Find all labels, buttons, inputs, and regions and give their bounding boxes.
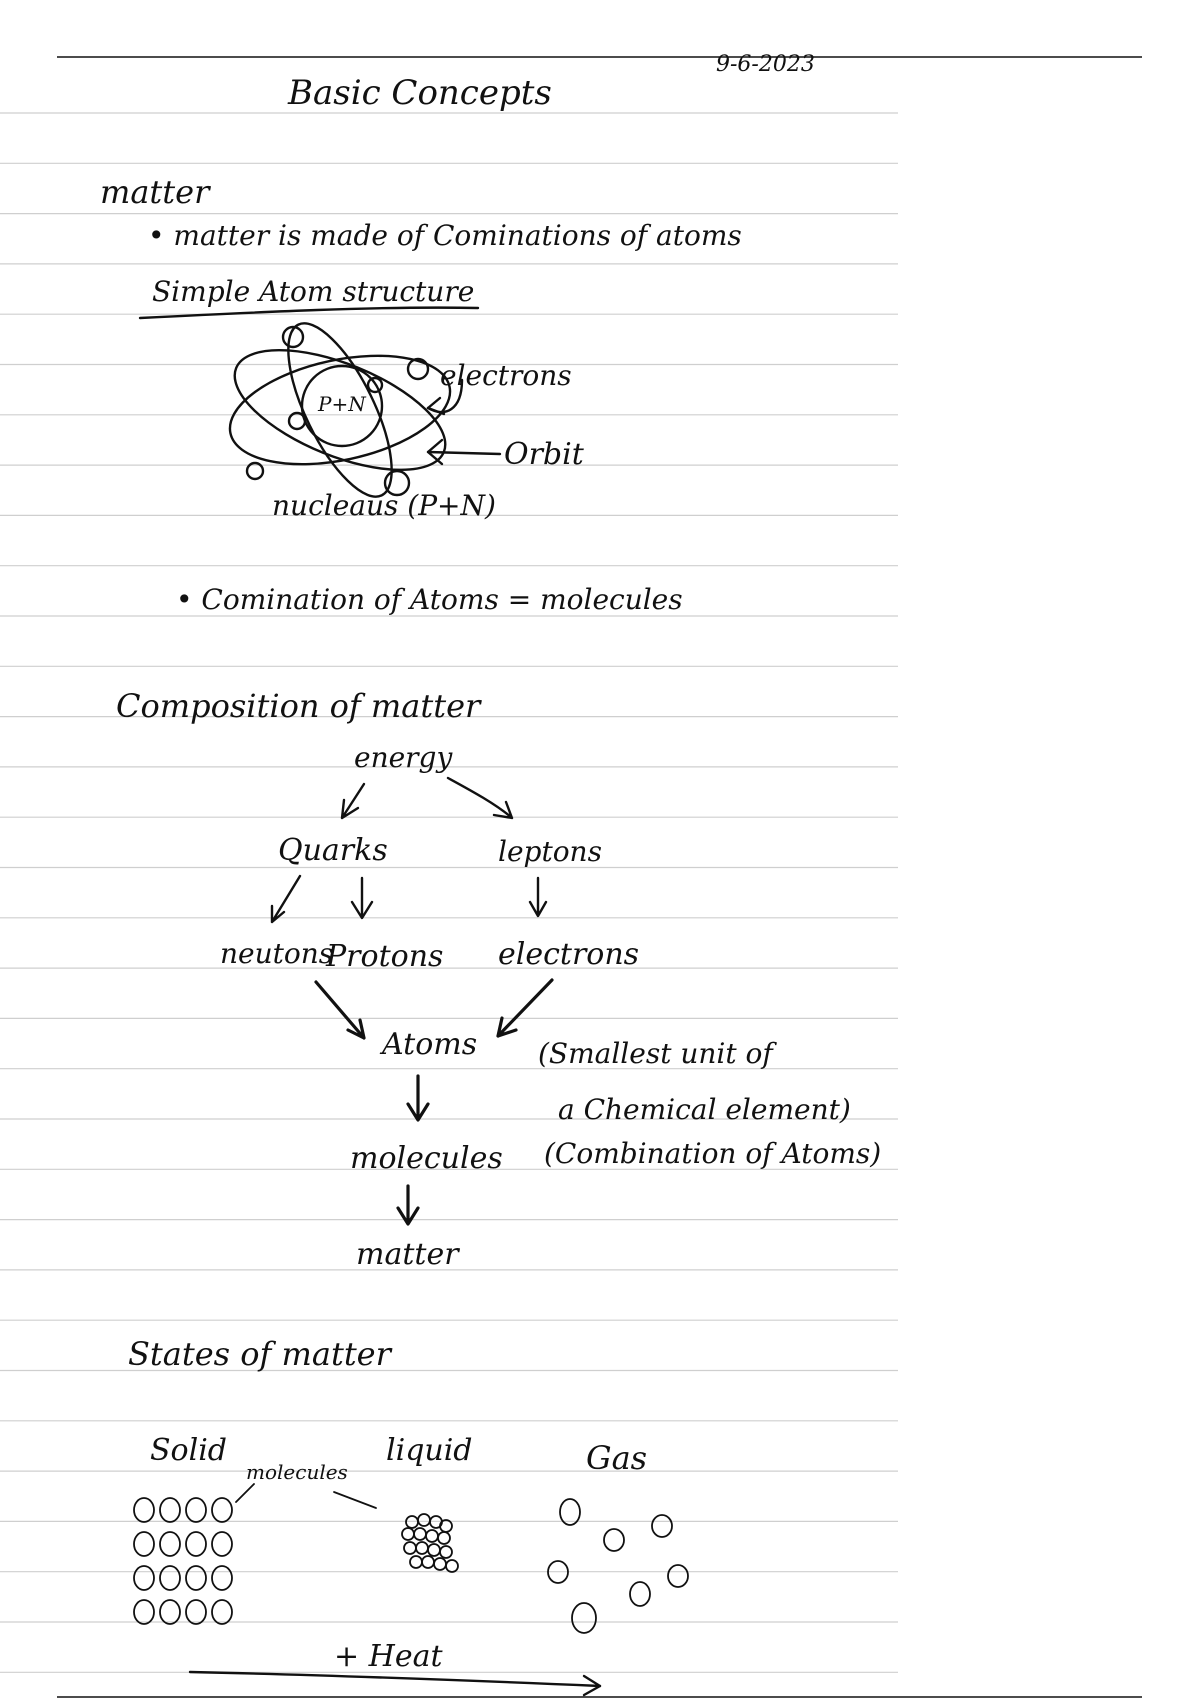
node-protons: Protons: [326, 939, 444, 974]
liquid-molecule: [410, 1556, 422, 1568]
solid-molecule: [212, 1498, 232, 1522]
node-quarks: Quarks: [278, 833, 388, 868]
solid-molecule: [134, 1532, 154, 1556]
solid-molecule: [186, 1600, 206, 1624]
page-date: 9-6-2023: [716, 52, 815, 77]
solid-molecule: [186, 1498, 206, 1522]
solid-molecule: [212, 1566, 232, 1590]
liquid-molecule: [438, 1532, 450, 1544]
liquid-molecule: [434, 1558, 446, 1570]
state-solid-label: Solid: [150, 1433, 228, 1468]
gas-molecule: [652, 1515, 672, 1537]
node-neutrons: neutons: [220, 937, 334, 970]
atoms-note-line-1: (Smallest unit of: [538, 1037, 773, 1070]
atom-electrons-label: electrons: [440, 359, 572, 392]
matter-bullet-2: • Comination of Atoms = molecules: [176, 583, 683, 616]
matter-bullet-1: • matter is made of Cominations of atoms: [148, 219, 742, 252]
atom-nucleus-label: nucleaus (P+N): [272, 489, 496, 522]
liquid-molecule: [428, 1544, 440, 1556]
atom-core-label: P+N: [318, 392, 366, 416]
atom-heading: Simple Atom structure: [152, 275, 475, 308]
solid-molecule: [160, 1566, 180, 1590]
matter-bullet-2-text: Comination of Atoms = molecules: [201, 583, 683, 616]
liquid-molecule: [446, 1560, 458, 1572]
gas-molecule: [548, 1561, 568, 1583]
liquid-molecule: [422, 1556, 434, 1568]
matter-bullet-1-text: matter is made of Cominations of atoms: [173, 219, 742, 252]
node-electrons: electrons: [498, 937, 640, 972]
solid-molecule: [134, 1600, 154, 1624]
composition-heading: Composition of matter: [116, 687, 481, 725]
matter-heading: matter: [100, 173, 210, 211]
liquid-molecule: [440, 1546, 452, 1558]
gas-molecule: [630, 1582, 650, 1606]
liquid-molecule: [418, 1514, 430, 1526]
liquid-molecule: [406, 1516, 418, 1528]
liquid-molecule: [416, 1542, 428, 1554]
state-liquid-label: liquid: [386, 1433, 473, 1468]
solid-molecule: [186, 1566, 206, 1590]
states-heading: States of matter: [128, 1335, 391, 1373]
gas-molecule: [572, 1603, 596, 1633]
solid-molecule: [160, 1532, 180, 1556]
liquid-molecule: [402, 1528, 414, 1540]
solid-molecule: [134, 1566, 154, 1590]
atoms-note-line-2: a Chemical element): [558, 1093, 851, 1126]
page-title: Basic Concepts: [288, 73, 552, 113]
atom-orbit-label: Orbit: [504, 437, 584, 472]
node-energy: energy: [354, 741, 453, 774]
solid-molecule: [134, 1498, 154, 1522]
solid-molecule: [160, 1600, 180, 1624]
solid-molecule: [212, 1532, 232, 1556]
node-matter: matter: [356, 1237, 459, 1272]
liquid-molecule: [404, 1542, 416, 1554]
solid-molecule: [160, 1498, 180, 1522]
gas-molecule: [560, 1499, 580, 1525]
liquid-molecule: [440, 1520, 452, 1532]
state-gas-label: Gas: [586, 1439, 648, 1477]
node-molecules: molecules: [350, 1141, 503, 1176]
node-atoms: Atoms: [382, 1027, 478, 1062]
heat-label: + Heat: [334, 1639, 443, 1674]
node-leptons: leptons: [498, 835, 602, 868]
liquid-molecule: [414, 1528, 426, 1540]
molecules-note: (Combination of Atoms): [544, 1137, 882, 1170]
gas-molecule: [604, 1529, 624, 1551]
liquid-molecule: [426, 1530, 438, 1542]
molecules-pointer-label: molecules: [246, 1460, 348, 1484]
solid-molecule: [212, 1600, 232, 1624]
solid-molecule: [186, 1532, 206, 1556]
gas-molecule: [668, 1565, 688, 1587]
